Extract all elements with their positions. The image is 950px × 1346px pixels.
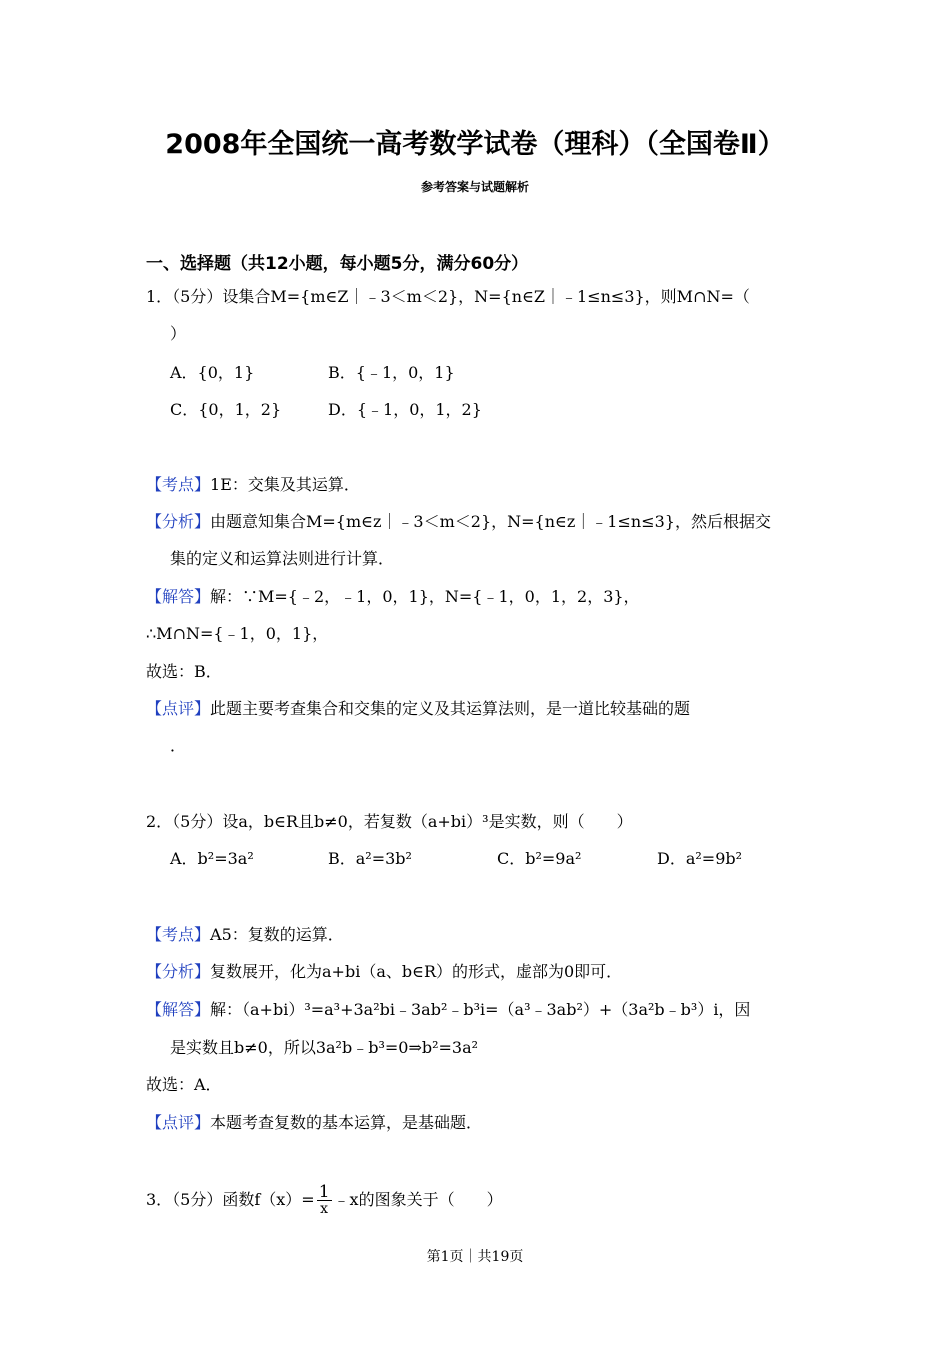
q3-stem-post: ﹣x的图象关于（ ） [333, 1190, 503, 1209]
q1-dianping [146, 699, 690, 719]
q2-option-a: A．b²=3a² [170, 849, 254, 868]
dianping-tag: 【点评】 [146, 1113, 211, 1132]
jieda-text: 解：（a+bi）³=a³+3a²bi﹣3ab²﹣b³i=（a³﹣3ab²）+（3a²b﹣b³）i，因 [210, 1000, 751, 1019]
q2-kaodian [146, 925, 344, 945]
q1-option-c: C．{0，1，2} [170, 400, 282, 419]
q2-dianping [146, 1113, 482, 1133]
q3-stem-pre: 3．（5分）函数f（x）= [146, 1190, 315, 1209]
jieda-tag: 【解答】 [146, 1000, 211, 1019]
q1-fenxi [146, 512, 771, 532]
q2-option-b: B．a²=3b² [328, 849, 412, 868]
q1-fenxi-cont: 集的定义和运算法则进行计算． [170, 549, 395, 568]
dianping-text: 此题主要考查集合和交集的定义及其运算法则，是一道比较基础的题 [210, 699, 691, 718]
fenxi-tag: 【分析】 [146, 512, 211, 531]
q1-stem-cont: ） [170, 324, 187, 343]
q2-jieda-cont: 是实数且b≠0，所以3a²b﹣b³=0⇒b²=3a² [170, 1038, 479, 1057]
q1-dianping-cont: ． [170, 736, 187, 755]
q3-stem [146, 1180, 503, 1220]
q2-stem: 2．（5分）设a，b∈R且b≠0，若复数（a+bi）³是实数，则（ ） [146, 812, 633, 831]
q2-choice: 故选：A． [146, 1075, 222, 1094]
fenxi-text: 由题意知集合M={m∈z｜﹣3＜m＜2}，N={n∈z｜﹣1≤n≤3}，然后根据交 [210, 512, 771, 531]
fenxi-tag: 【分析】 [146, 962, 211, 981]
jieda-tag: 【解答】 [146, 587, 211, 606]
q2-option-d: D．a²=9b² [657, 849, 743, 868]
fraction-denominator: x [320, 1201, 329, 1217]
fraction [317, 1184, 332, 1217]
q2-jieda [146, 1000, 750, 1020]
fraction-numerator: 1 [318, 1182, 330, 1202]
kaodian-tag: 【考点】 [146, 925, 211, 944]
kaodian-tag: 【考点】 [146, 475, 211, 494]
page-subtitle: 参考答案与试题解析 [420, 180, 529, 194]
q1-jieda-cont: ∴M∩N={﹣1，0，1}， [146, 624, 329, 643]
kaodian-text: A5：复数的运算． [210, 925, 344, 944]
section-heading: 一、选择题（共12小题，每小题5分，满分60分） [146, 254, 529, 274]
q1-stem: 1．（5分）设集合M={m∈Z｜﹣3＜m＜2}，N={n∈Z｜﹣1≤n≤3}，则M∩N=（ [146, 287, 750, 306]
q1-choice: 故选：B． [146, 662, 222, 681]
fenxi-text: 复数展开，化为a+bi（a、b∈R）的形式，虚部为0即可． [210, 962, 623, 981]
q1-option-b: B．{﹣1，0，1} [328, 363, 455, 382]
page-footer: 第1页｜共19页 [426, 1249, 524, 1265]
q1-kaodian [146, 475, 360, 495]
q2-option-c: C．b²=9a² [497, 849, 582, 868]
jieda-text: 解：∵M={﹣2，﹣1，0，1}，N={﹣1，0，1，2，3}， [210, 587, 640, 606]
q2-fenxi [146, 962, 622, 982]
dianping-text: 本题考查复数的基本运算，是基础题． [210, 1113, 483, 1132]
q1-jieda [146, 587, 640, 607]
q1-option-a: A．{0，1} [170, 363, 255, 382]
page-title: 2008年全国统一高考数学试卷（理科）（全国卷Ⅱ） [165, 129, 785, 160]
kaodian-text: 1E：交集及其运算． [210, 475, 360, 494]
q1-option-d: D．{﹣1，0，1，2} [328, 400, 482, 419]
dianping-tag: 【点评】 [146, 699, 211, 718]
